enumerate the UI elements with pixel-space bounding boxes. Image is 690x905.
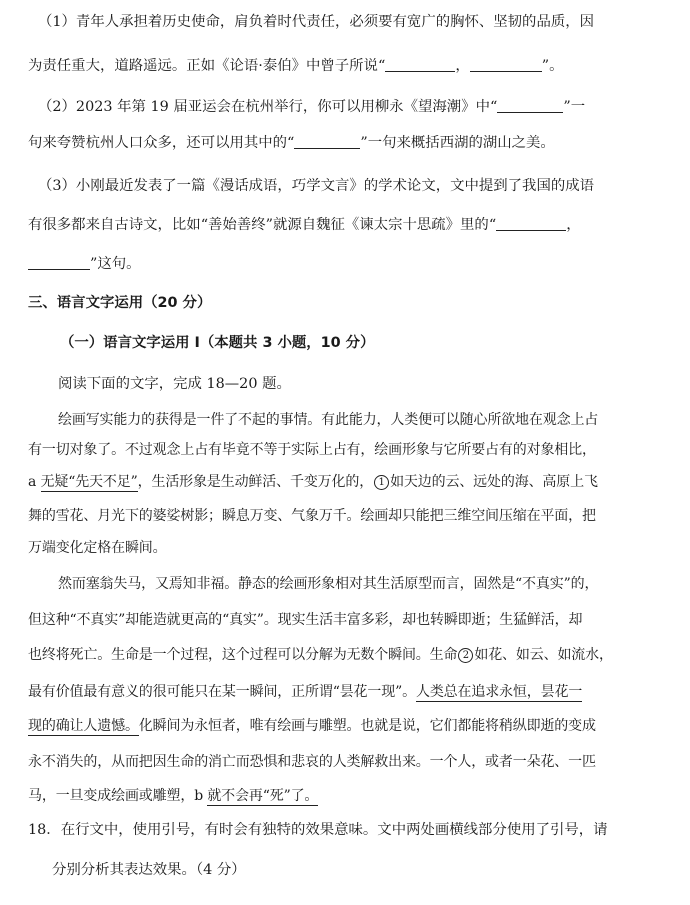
passage-text: 化瞬间为永恒者，唯有绘画与雕塑。也就是说，它们都能将稍纵即逝的变成 [138,718,596,734]
section-title: 三、语言文字运用（20 分） [28,295,212,311]
q1-line1: （1）青年人承担着历史使命，肩负着时代责任，必须要有宽广的胸怀、坚韧的品质，因 [38,14,595,30]
q3-line2 [28,215,581,235]
q2-text-c: 句来夸赞杭州人口众多，还可以用其中的“ [28,135,295,151]
passage-text: 最有价值最有意义的很可能只在某一瞬间，正所谓“昙花一现”。 [28,684,416,700]
reading-instruction: 阅读下面的文字，完成 18—20 题。 [58,376,291,392]
q2-text-a: （2）2023 年第 19 届亚运会在杭州举行，你可以用柳永《望海潮》中“ [38,99,498,115]
answer-blank [28,255,90,270]
passage-text: ，生活形象是生动鲜活、千变万化的， [137,474,374,490]
passage-text: 如花、如云、如流水， [474,647,613,663]
q1-comma: ， [455,58,470,74]
question-18-line1: 18．在行文中，使用引号，有时会有独特的效果意味。文中两处画横线部分使用了引号，请 [28,822,608,838]
q2-line1 [38,97,585,117]
q3-line3 [28,254,141,274]
answer-blank [497,98,563,113]
q1-text-c: ”。 [541,58,564,74]
q2-text-b: ”一 [563,99,586,115]
q2-text-d: ”一句来概括西湖的湖山之美。 [360,135,555,151]
question-18-line2: 分别分析其表达效果。（4 分） [52,862,246,878]
q1-text-a: 为责任重大，道路遥远。正如《论语·泰伯》中曾子所说“ [28,58,386,74]
q3-comma: ， [566,217,581,233]
passage-p2-line5 [28,716,596,736]
q3-text-b: ”这句。 [90,256,141,272]
q3-text-a: 有很多都来自古诗文，比如“善始善终”就源自魏征《谏太宗十思疏》里的“ [28,217,497,233]
underlined-sentence-end: 现的确让人遗憾。 [28,718,139,734]
underlined-phrase-a: 无疑“先天不足” [40,474,138,490]
answer-blank [294,134,360,149]
circled-number-1: 1 [374,475,389,490]
answer-blank [496,216,566,231]
passage-p1-line3 [28,472,598,492]
answer-blank [470,57,542,72]
passage-p1-line1: 绘画写实能力的获得是一件了不起的事情。有此能力，人类便可以随心所欲地在观念上占 [58,412,599,428]
passage-p1-line5: 万端变化定格在瞬间。 [28,540,167,556]
passage-p1-line4: 舞的雪花、月光下的婆娑树影；瞬息万变、气象万千。绘画却只能把三维空间压缩在平面，把 [28,508,596,524]
circled-number-2: 2 [458,648,473,663]
passage-p2-line2: 但这种“不真实”却能造就更高的“真实”。现实生活丰富多彩，却也转瞬即逝；生猛鲜活，却 [28,612,583,628]
part-title: （一）语言文字运用 Ⅰ（本题共 3 小题，10 分） [60,335,375,351]
passage-p2-line3 [28,645,613,665]
passage-text: 如天边的云、远处的海、高原上飞 [390,474,598,490]
underlined-phrase-b: 就不会再“死”了。 [207,788,319,804]
passage-p2-line6: 永不消失的，从而把因生命的消亡而恐惧和悲哀的人类解救出来。一个人，或者一朵花、一匹 [28,754,596,770]
passage-text: 马，一旦变成绘画或雕塑，b [28,788,208,804]
passage-p1-line2: 有一切对象了。不过观念上占有毕竟不等于实际上占有，绘画形象与它所要占有的对象相比， [28,442,596,458]
marker-a: a [28,474,41,490]
answer-blank [385,57,455,72]
passage-p2-line1: 然而塞翁失马，又焉知非福。静态的绘画形象相对其生活原型而言，固然是“不真实”的， [58,576,599,592]
q1-line2 [28,56,563,76]
underlined-sentence: 人类总在追求永恒，昙花一 [415,684,583,700]
passage-p2-line7 [28,786,318,806]
q2-line2 [28,133,555,153]
passage-text: 也终将死亡。生命是一个过程，这个过程可以分解为无数个瞬间。生命 [28,647,458,663]
passage-p2-line4 [28,682,582,702]
q3-line1: （3）小刚最近发表了一篇《漫话成语，巧学文言》的学术论文，文中提到了我国的成语 [38,178,595,194]
